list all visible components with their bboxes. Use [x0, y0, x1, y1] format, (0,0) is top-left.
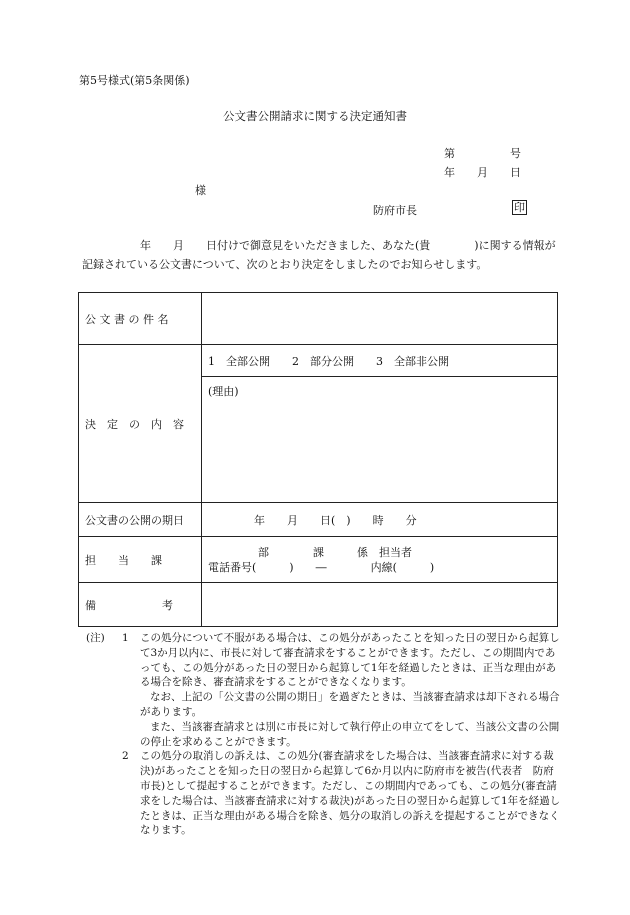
note-text: この処分の取消しの訴えは、この処分(審査請求をした場合は、当該審査請求に対する裁決)があったことを知った日の翌日から起算して6か月以内に防府市を被告(代表者 防府市長)として提起することができます。ただし、この期間内であっても、この処分(審査請求をした場合は、当該審査請求に対する裁決)があった日の翌日から起算して1年を経過したときは、正当な理由がある場合を除き、処分の取消しの訴えを提起することができなくなります。	[140, 750, 561, 837]
table-row	[79, 293, 558, 345]
document-subject-value	[202, 293, 558, 345]
note-1	[86, 631, 561, 690]
document-number-line: 第 号	[444, 147, 521, 160]
note-2	[86, 749, 561, 838]
issue-date-line: 年 月 日	[444, 166, 521, 179]
remarks-value	[202, 583, 558, 627]
decision-reason-cell	[202, 377, 558, 503]
table-row	[79, 345, 558, 377]
notes-label: (注)	[86, 632, 105, 644]
reason-label: (理由)	[208, 385, 239, 398]
seal-mark	[512, 200, 527, 215]
remarks-label: 備 考	[79, 583, 202, 627]
note-text: この処分について不服がある場合は、この処分があったことを知った日の翌日から起算して3か月以内に、市長に対して審査請求をすることができます。ただし、この期間内であっても、この処分があった日の翌日から起算して1年を経過したときは、正当な理由がある場合を除き、審査請求をすることができなくなります。	[140, 632, 560, 689]
department-value	[202, 537, 558, 583]
table-row	[79, 537, 558, 583]
department-line: 部 課 係 担当者	[258, 545, 412, 559]
table-row	[79, 503, 558, 537]
note-1-paragraph-2: なお、上記の「公文書の公開の期日」を過ぎたときは、当該審査請求は却下される場合があります。	[140, 691, 560, 718]
note-number: 1	[122, 632, 129, 644]
issuer-name: 防府市長	[373, 204, 417, 217]
note-1-paragraph-3: また、当該審査請求とは別に市長に対して執行停止の申立てをして、当該公文書の公開の停止を求めることができます。	[140, 720, 560, 748]
decision-options: 1 全部公開 2 部分公開 3 全部非公開	[202, 345, 558, 377]
notes-section	[86, 631, 561, 838]
intro-paragraph: 年 月 日付けで御意見をいただきました、あなた(貴 )に関する情報が記録されている公文書について、次のとおり決定をしましたのでお知らせします。	[82, 239, 556, 271]
document-title: 公文書公開請求に関する決定通知書	[223, 109, 407, 123]
addressee-suffix: 様	[195, 184, 206, 197]
disclosure-date-value: 年 月 日( ) 時 分	[202, 503, 558, 537]
table-row	[79, 583, 558, 627]
decision-content-label: 決 定 の 内 容	[79, 345, 202, 503]
decision-table	[78, 292, 558, 627]
department-label: 担 当 課	[79, 537, 202, 583]
disclosure-date-label: 公文書の公開の期日	[79, 503, 202, 537]
seal-text: 印	[514, 201, 525, 214]
document-subject-label: 公 文 書 の 件 名	[79, 293, 202, 345]
note-number: 2	[122, 750, 129, 763]
form-number: 第5号様式(第5条関係)	[79, 74, 190, 87]
phone-line: 電話番号( ) ― 内線( )	[208, 560, 435, 574]
